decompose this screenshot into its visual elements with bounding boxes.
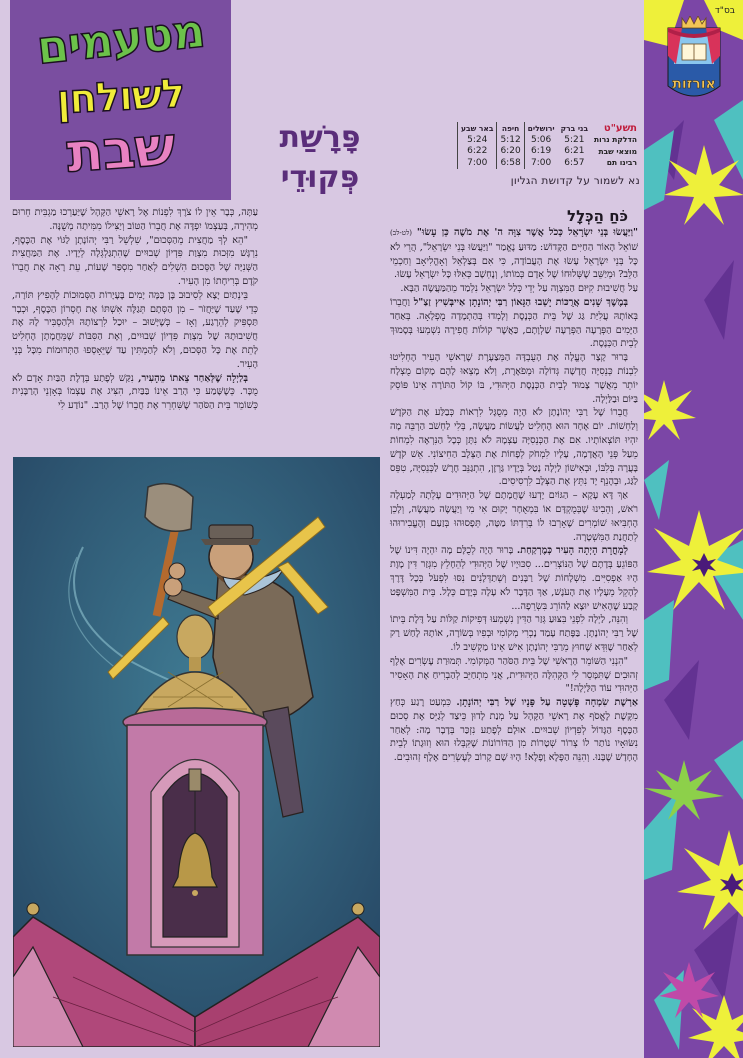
time-cell: 7:00: [458, 157, 497, 169]
article-left-column: [12, 206, 258, 413]
church-roof-axe-illustration: [13, 457, 380, 1047]
logo-line-2: לשולחן: [55, 70, 186, 124]
time-cell: 5:24: [458, 134, 497, 146]
article-paragraph: בְּלַיְלָה שֶׁלְּאַחַר צֵאתוֹ מֵהָעִיר, נִקַּשׁ לְפֶתַע בְּדֶלֶת הַבַּיִת אָדָם לֹא מֻכָּר. כְּשֶׁשָּׁמַע כִּי הָרַב אֵינוֹ בַּבַּיִת, הִצִּיג אֶת עַצְמוֹ בְּאָזְנֵי הָרַבָּנִית כְּשׁוֹמֵר בֵּית הַסֹּהַר שֶׁשִּׁחְרֵר אֶת חֲבֵרוֹ שֶׁל הָרַב. "נוֹדַע לִי: [12, 372, 258, 412]
time-cell: 5:12: [497, 134, 524, 146]
logo-line-1: מטעמים: [34, 3, 207, 75]
parsha-title: [260, 118, 380, 198]
verse-reference: (לט-לב): [390, 229, 412, 237]
logo-line-3: שבת: [64, 114, 177, 185]
year-label: תשע"ט: [603, 122, 637, 134]
row-label: הדלקת נרות: [594, 135, 637, 145]
floral-pattern: [644, 0, 743, 1058]
bold-lead: בְּלַיְלָה שֶׁלְּאַחַר צֵאתוֹ מֵהָעִיר,: [138, 372, 248, 384]
column-header: ירושלים: [524, 122, 557, 134]
time-cell: 6:57: [564, 157, 585, 168]
bell-tower: [127, 725, 263, 955]
article-paragraph: חֲבֵרוֹ שֶׁל רַבִּי יְהוֹנָתָן לֹא הָיָה מְסֻגָּל לִרְאוֹת כְּבַלַּע אֶת הַקֹּדֶשׁ וְלַחְשׁוֹת. יוֹם אֶחָד הוּא הֶחְלִיט לַעֲשׂוֹת מַעֲשֶׂה, בְּלִי לַחְשֹׁב הַרְבֵּה מָה יִהְיוּ תּוֹצְאוֹתָיו. אִם אֶת הַכְּנֵסִיָּה עַצְמָהּ לֹא נִתָּן כְּכָל הַנִּרְאֶה לִמְחוֹת מֵעַל פְּנֵי הָאֲדָמָה, עָלָיו לִמְחֹק לְפָחוֹת אֶת הַצְּלָב הַחִיצוֹנִי. אֵשׁ קֹדֶשׁ בָּעֲרָה בְּלִבּוֹ, וּבְאִישׁוֹן לַיְלָה נָטַל בְּיָדָיו גַּרְזֶן, הִתְגַּנֵּב חֶרֶשׁ לַכְּנֵסִיָּה, טִפֵּס לַגַּג, וּבְהֶנֵף יָד נִתֵּץ אֶת הַצְּלָב לִרְסִיסִים.: [390, 407, 638, 488]
table-row: [458, 146, 640, 158]
besiyata-dishmaya: בס"ד: [714, 6, 735, 16]
row-label: רבינו תם: [606, 158, 637, 168]
article-paragraph: "וַיַּעֲשׂוּ בְּנֵי יִשְׂרָאֵל כְּכֹל אֲשֶׁר צִוָּה ה' אֶת מֹשֶׁה כֵּן עָשׂוּ" (לט-לב) שׁוֹאֵל הָאוֹר הַחַיִּים הַקָּדוֹשׁ: מַדּוּעַ נֶאֱמַר "וַיַּעֲשׂוּ בְּנֵי יִשְׂרָאֵל", הֲרֵי לֹא כָּל בְּנֵי יִשְׂרָאֵל עָשׂוּ אֶת הָעֲבוֹדָה, כִּי אִם בְּצַלְאֵל וְאָהֳלִיאָב וְחַכְמֵי הַלֵּב? וּמְיַשֵּׁב שֶׁשְּׁלוּחוֹ שֶׁל אָדָם כְּמוֹתוֹ, וְנֶחְשָׁב כְּאִלּוּ כָּל יִשְׂרָאֵל עָשׂוּ.: [390, 227, 638, 281]
time-cell: 6:21: [564, 146, 585, 157]
article-paragraph: בְּמֶשֶׁךְ שָׁנִים אֲרֻכּוֹת יָשְׁבוּ הַגָּאוֹן רַבִּי יְהוֹנָתָן אַייבְּשִׁיץ זַצַ"ל וַחֲבֵרוֹ בְּאוֹתָהּ עֲלִיַּת גַּג שֶׁל בֵּית הַכְּנֶסֶת וְלָמְדוּ בְּהַתְמָדָה מֻפְלָאָה. בְּאַחַד הַיָּמִים הַפְּרָעָה הַפְּרָעָה שַׁלְוָתָם, כַּאֲשֶׁר קוֹלוֹת חֲפִירָה נִשְׁמְעוּ בְּסָמוּךְ לְבֵית הַכְּנֶסֶת.: [390, 296, 638, 350]
article-paragraph: עַתָּה, כְּבָר אֵין לוֹ צֹרֶךְ לִפְנוֹת אֶל רָאשֵׁי הַקָּהָל שֶׁיַּעַרְכוּ מַגְבִּית חֵרוּם מְהִירָה, בְּעַצְמוֹ יִפְדֶּה אֶת חֲבֵרוֹ הַטּוֹב וְיַצִּילוֹ מִמִּיתָה מְשֻׁנָּה.: [12, 207, 258, 232]
article-paragraph: בָּרוּר קָצָר הֶעֱלָה אֶת הָעֻבְדָּה הַמְּצַעֶרֶת שֶׁרָאשֵׁי הָעִיר הֶחְלִיטוּ לִבְנוֹת כְּנֵסִיָּה חֲדָשָׁה גְּדוֹלָה וּמְפֹאֶרֶת, וְלֹא מָצְאוּ לָהֶם מָקוֹם מֻצְלָח יוֹתֵר מֵאֲשֶׁר צָמוּד לְבֵית הַכְּנֶסֶת הַיְּהוּדִי, בּוֹ קוֹל הַתּוֹרָה אֵינוֹ פּוֹסֵק בַּיּוֹם וּבַלַּיְלָה.: [390, 352, 638, 405]
time-cell: 6:20: [497, 146, 524, 158]
bold-lead: לְמָחֳרָת הָיְתָה הָעִיר כְּמֶרְקַחַת.: [516, 545, 629, 557]
publisher-name: אורזות: [672, 76, 716, 92]
newsletter-logo: [10, 0, 231, 200]
time-cell: 6:58: [497, 157, 524, 169]
time-cell: 5:21: [564, 134, 585, 145]
article-paragraph: לְמָחֳרָת הָיְתָה הָעִיר כְּמֶרְקַחַת. בָּרוּר הָיָה לְכֻלָּם מָה יִהְיֶה דִּינוֹ שֶׁל הַפּוֹגֵעַ בְּדָתָם שֶׁל הַנּוֹצְרִים... סִכּוּיָיו שֶׁל הַיְּהוּדִי לְהֵחָלֵץ מִגְּזַר דִּין מָוֶת הָיוּ אַפְסִיִּים. מִשְׁלָחוֹת שֶׁל רַבָּנִים וְשְׁתַדְּלָנִים נִסּוּ לִפְעֹל בְּכָל דֶּרֶךְ לְהָקֵל מֵעָלָיו אֶת הָעֹנֶשׁ, אַךְ הַדָּבָר לֹא עָלָה בְּיָדָם כְּלָל. בֵּית הַמִּשְׁפָּט קָבַע שֶׁהָאִישׁ יוּצָא לַהוֹרֵג בִּשְׂרֵפָה...: [390, 545, 638, 612]
article-paragraph: עַל חֲשִׁיבוּת קִיּוּם הַמִּצְוָה עַל יְדֵי כְּלַל יִשְׂרָאֵל נִלְמַד מֵהַמַּעֲשֶׂה הַבָּא.: [400, 283, 638, 295]
sanctity-notice: נא לשמור על קדושת הגליון: [510, 175, 640, 187]
column-header: חיפה: [497, 122, 524, 134]
article-title: כֹּחַ הַכְּלָל: [567, 207, 628, 225]
article-paragraph: "הֵא לְךָ מַחֲצִית מֵהַסְּכוּם", שִׁלְשֵׁל רַבִּי יְהוֹנָתָן לַגּוֹי אֶת הַכֶּסֶף, נִרְגָּשׁ מִזְּכוּת מִצְוַת פִּדְיוֹן שְׁבוּיִים שֶׁהִתְגַּלְגְּלָה לְיָדָיו. אֶת הַמַּחֲצִית הַשְּׁנִיָּה שֶׁל הַסְּכוּם הִשְׁלִים לְאַחַר מִסְפַּר שָׁעוֹת, עֵת רָאָה אֶת חֲבֵרוֹ קֹדֶם בְּרִיחָתוֹ מִן הָעִיר.: [12, 234, 258, 287]
table-row: [458, 134, 640, 146]
column-header: בני ברק: [560, 123, 589, 133]
article-paragraph: אַךְ דָּא עָקָא – הַגּוֹיִם יָדְעוּ שֶׁחֲמָתָם שֶׁל הַיְּהוּדִים עָלְתָה לְמַעְלָה רֹאשׁ, וְהֵבִינוּ שֶׁבְּמֻקְדָּם אוֹ בִּמְאֻחָר יָקוּם אִי מִי וְיַעֲשֶׂה מַעֲשֶׂה, וְלָכֵן הֶחְבִּיאוּ שׁוֹמְרִים שֶׁאָרְבוּ לוֹ בְּרִדְתּוֹ מַטָּה, תְּפָסוּהוּ בְּזַעַם וְהֶעֱבִירוּהוּ לְתַחֲנַת הַמִּשְׁטָרָה.: [390, 490, 638, 543]
time-cell: 7:00: [524, 157, 557, 169]
parsha-title-line-1: פָּרָשַׁת: [279, 120, 361, 155]
article-paragraph: וְהִנֵּה, לַיְלָה לִפְנֵי בִּצּוּעַ גְּזַר הַדִּין נִשְׁמְעוּ דְּפִיקוֹת קַלּוֹת עַל דֶּלֶת בֵּיתוֹ שֶׁל רַבִּי יְהוֹנָתָן. בַּפֶּתַח עָמַד נָכְרִי מְקוֹמִי וּבְפִיו בְּשׂוֹרָה, אוֹתָהּ לָחַשׁ רַק לְאַחַר שֶׁוִּדֵּא שֶׁחוּץ מֵרַבִּי יְהוֹנָתָן אִישׁ אֵינוֹ מַקְשִׁיב לוֹ.: [390, 614, 638, 653]
bold-lead: אַרְשֶׁת שִׂמְחָה פָּשְׁטָה עַל פָּנָיו שֶׁל רַבִּי יְהוֹנָתָן.: [456, 697, 638, 709]
article-right-column: [390, 206, 638, 765]
article-paragraph: אַרְשֶׁת שִׂמְחָה פָּשְׁטָה עַל פָּנָיו שֶׁל רַבִּי יְהוֹנָתָן. כִּמְעַט רֶגַע כְּחַץ מִקֶּשֶׁת לֶאֱסֹף אֶת רָאשֵׁי הַקָּהָל עַל מְנַת לָדוּן כֵּיצַד לְגַיֵּס אֶת סְכוּם הַכֶּסֶף הַגָּדוֹל לְפִדְיוֹן שְׁבוּיִים. אוּלָם לְפֶתַע נִזְכַּר בְּדָבָר מָה: לְאַחַר נִשּׂוּאָיו נוֹתַר לוֹ צְרוֹר שְׁטָרוֹת מִן הַדּוֹרוֹנוֹת שֶׁקִּבְּלוּ הוּא וְזוּגָתוֹ לְבֵית הֶחָדָשׁ שֶׁבָּנוּ. וְהִנֵּה הַפֶּלֶא וָפֶלֶא! הָיוּ שָׁם קָרוֹב לְעֶשְׂרִים אֶלֶף זְהוּבִים.: [390, 697, 638, 764]
bold-lead: בְּמֶשֶׁךְ שָׁנִים אֲרֻכּוֹת יָשְׁבוּ הַגָּאוֹן רַבִּי יְהוֹנָתָן אַייבְּשִׁיץ זַצַ"ל: [413, 296, 629, 308]
time-cell: 6:19: [524, 146, 557, 158]
article-paragraph: "הִנְנִי הַשּׁוֹמֵר הָרָאשִׁי שֶׁל בֵּית הַסֹּהַר הַמְּקוֹמִי. תְּמוּרַת עֶשְׂרִים אֶלֶף זְהוּבִים שֶׁתִּמָּסֵר לִי הַקְּהִלָּה הַיְּהוּדִית, אֲנִי מִתְחַיֵּב לְהַבְרִיחַ אֶת הָאָסִיר הַיְּהוּדִי עוֹד הַלַּיְלָה!": [390, 655, 638, 695]
table-row: [458, 157, 640, 169]
parsha-title-line-2: פְּקוּדֵי: [280, 160, 360, 195]
verse-quote: "וַיַּעֲשׂוּ בְּנֵי יִשְׂרָאֵל כְּכֹל אֲשֶׁר צִוָּה ה' אֶת מֹשֶׁה כֵּן עָשׂוּ": [416, 227, 638, 238]
story-illustration: [13, 457, 380, 1047]
row-label: מוצאי שבת: [598, 146, 637, 156]
time-cell: 6:22: [458, 146, 497, 158]
time-cell: 5:06: [524, 134, 557, 146]
article-paragraph: בֵּינְתַיִם יָצָא לְסִיבוּב בֶּן כַּמָּה יָמִים בֶּעָיָרוֹת הַסְּמוּכוֹת לְהָפִיץ תּוֹרָה, כְּדֵי שֶׁעַד שֶׁיַּחֲזֹר – מִן הַסְּתָם תְּגַלֶּה אִשְׁתּוֹ אֶת חֶסְרוֹן הַכֶּסֶף, וּכְבָר תַּסְפִּיק לְהֵרָגַע, וְאָז – כְּשֶׁיָּשׁוּב – יוּכַל לִרְצוֹתָהּ וּלְהַסְבִּיר לָהּ אֶת חֲשִׁיבוּתָהּ שֶׁל מִצְוַת פִּדְיוֹן שְׁבוּיִים, וְאֶת הַסִּבּוֹת שֶׁמֵּחֲמָתָן הֶחְלִיט לָתֵת אֶת כָּל הַסְּכוּם, וְלֹא לְהַמְתִּין עַד שֶׁיֵּאָסְפוּ הַתְּרוּמוֹת מִכָּל בְּנֵי הָעִיר.: [12, 289, 258, 370]
shabbat-times-table: [462, 122, 640, 169]
decorative-floral-strip: [644, 0, 743, 1058]
column-header: באר שבע: [458, 122, 497, 134]
